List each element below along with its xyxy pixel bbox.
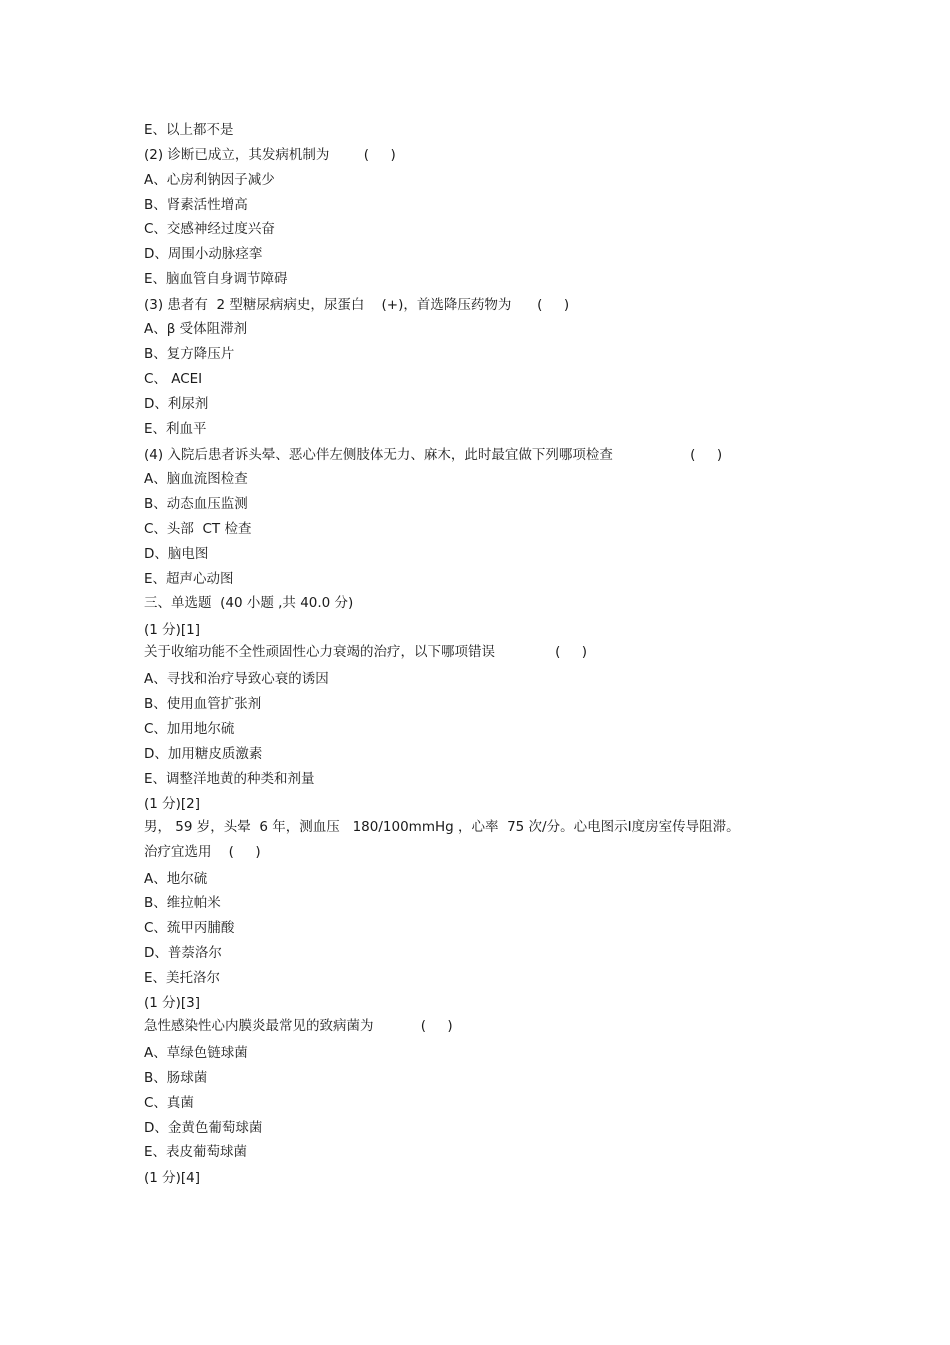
option-line: C、真菌 — [144, 1095, 194, 1111]
section-heading: 三、单选题 (40 小题 ,共 40.0 分) — [144, 595, 354, 611]
question-line: (4) 入院后患者诉头晕、恶心伴左侧肢体无力、麻木，此时最宜做下列哪项检查 ( ) — [144, 447, 723, 463]
option-line: E、调整洋地黄的种类和剂量 — [144, 771, 315, 787]
question-number: (1 分)[2] — [144, 796, 201, 812]
option-line: D、周围小动脉痉挛 — [144, 246, 263, 262]
question-number: (1 分)[1] — [144, 622, 201, 638]
option-line: D、金黄色葡萄球菌 — [144, 1120, 263, 1136]
question-line: 治疗宜选用 ( ) — [144, 844, 261, 860]
option-line: B、使用血管扩张剂 — [144, 696, 262, 712]
option-line: E、脑血管自身调节障碍 — [144, 271, 288, 287]
option-line: B、复方降压片 — [144, 346, 235, 362]
question-line: (3) 患者有 2 型糖尿病病史，尿蛋白 (+)，首选降压药物为 ( ) — [144, 297, 570, 313]
option-line: C、交感神经过度兴奋 — [144, 221, 275, 237]
option-line: D、普萘洛尔 — [144, 945, 222, 961]
option-line: B、肠球菌 — [144, 1070, 208, 1086]
question-line: 男， 59 岁，头晕 6 年，测血压 180/100mmHg ，心率 75 次/分。心电图示Ⅰ度房室传导阻滞。 — [144, 819, 740, 835]
option-line: E、利血平 — [144, 421, 207, 437]
option-line: C、 ACEI — [144, 371, 203, 387]
question-number: (1 分)[3] — [144, 995, 201, 1011]
option-line: A、地尔硫 — [144, 871, 208, 887]
option-line: A、草绿色链球菌 — [144, 1045, 248, 1061]
question-line: 急性感染性心内膜炎最常见的致病菌为 ( ) — [144, 1018, 453, 1034]
option-line: C、头部 CT 检查 — [144, 521, 252, 537]
option-line: D、利尿剂 — [144, 396, 209, 412]
option-line: A、寻找和治疗导致心衰的诱因 — [144, 671, 329, 687]
option-line: B、动态血压监测 — [144, 496, 248, 512]
option-line: D、脑电图 — [144, 546, 209, 562]
question-number: (1 分)[4] — [144, 1170, 201, 1186]
option-line: E、表皮葡萄球菌 — [144, 1144, 248, 1160]
option-line: D、加用糖皮质激素 — [144, 746, 263, 762]
question-line: (2) 诊断已成立，其发病机制为 ( ) — [144, 147, 396, 163]
option-line: B、维拉帕米 — [144, 895, 221, 911]
option-line: E、美托洛尔 — [144, 970, 221, 986]
question-line: 关于收缩功能不全性顽固性心力衰竭的治疗，以下哪项错误 ( ) — [144, 644, 588, 660]
option-line: A、心房利钠因子减少 — [144, 172, 275, 188]
option-line: E、超声心动图 — [144, 571, 234, 587]
option-line: E、以上都不是 — [144, 122, 234, 138]
option-line: A、脑血流图检查 — [144, 471, 248, 487]
option-line: C、巯甲丙脯酸 — [144, 920, 235, 936]
option-line: B、肾素活性增高 — [144, 197, 248, 213]
option-line: A、β 受体阻滞剂 — [144, 321, 248, 337]
option-line: C、加用地尔硫 — [144, 721, 235, 737]
